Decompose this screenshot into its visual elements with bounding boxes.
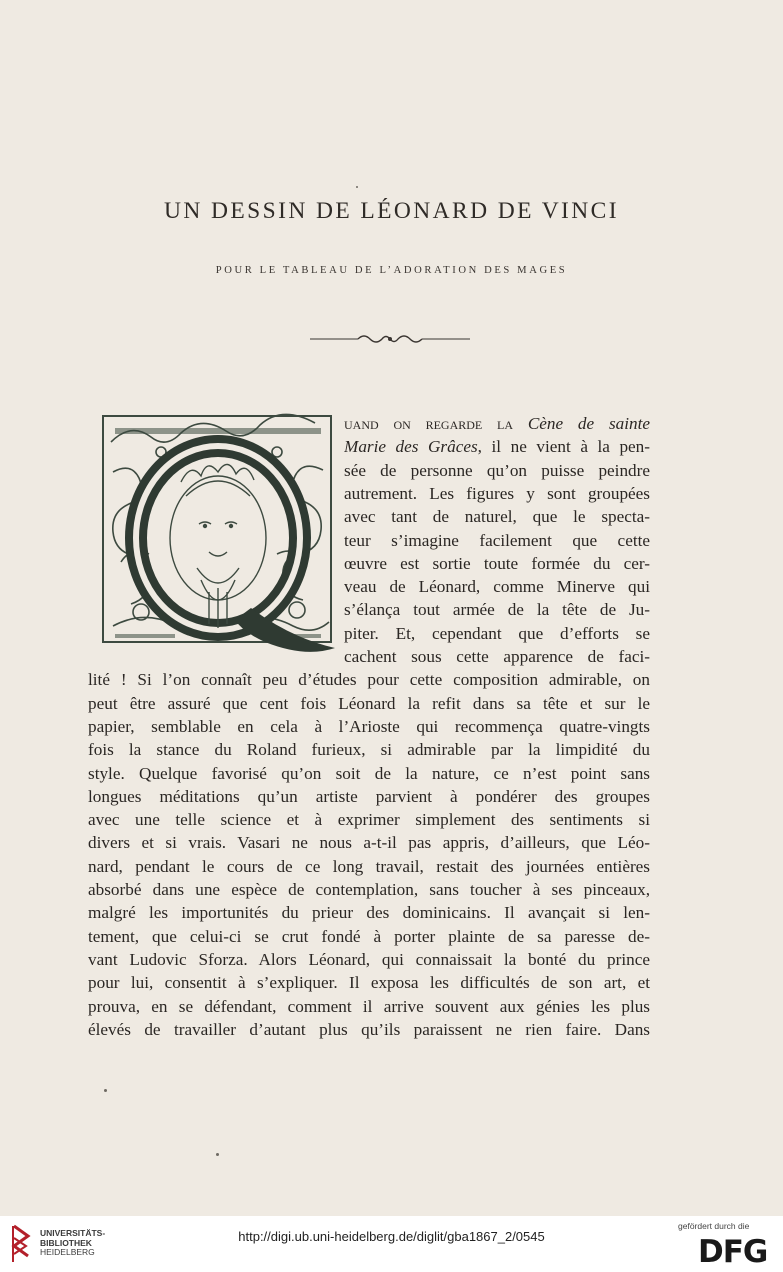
text-line bbox=[344, 505, 650, 528]
text-line-segment: sée de personne qu’on puisse peindre bbox=[344, 460, 650, 480]
text-line bbox=[344, 435, 650, 458]
text-line-segment: , il ne vient à la pen- bbox=[477, 437, 650, 457]
text-line bbox=[344, 622, 650, 645]
text-line-segment: malgré les importunités du prieur des dominicains. Il avançait si len- bbox=[88, 903, 650, 923]
text-line bbox=[88, 668, 650, 691]
text-line bbox=[88, 901, 650, 924]
text-line-segment: tement, que celui-ci se crut fondé à porter plainte de sa paresse de- bbox=[88, 926, 650, 946]
text-line-segment: nard, pendant le cours de ce long travail, restait des journées entières bbox=[88, 856, 650, 876]
text-line-segment: s’élança tout armée de la tête de Ju- bbox=[344, 600, 650, 620]
text-line bbox=[88, 948, 650, 971]
text-line-segment: fois la stance du Roland furieux, si admirable par la limpidité du bbox=[88, 740, 650, 760]
text-line bbox=[344, 552, 650, 575]
text-line bbox=[88, 1018, 650, 1041]
text-line-segment: cachent sous cette apparence de faci- bbox=[344, 647, 650, 666]
library-name-line3: HEIDELBERG bbox=[40, 1247, 95, 1257]
text-line bbox=[344, 529, 650, 552]
text-line bbox=[88, 692, 650, 715]
funding-note: gefördert durch die bbox=[678, 1221, 750, 1231]
text-line-lead: uand on regarde la bbox=[344, 414, 528, 433]
text-line bbox=[88, 855, 650, 878]
text-line bbox=[88, 971, 650, 994]
text-line-segment: style. Quelque favorisé qu’on soit de la nature, ce n’est point sans bbox=[88, 763, 650, 783]
text-line-segment: veau de Léonard, comme Minerve qui bbox=[344, 577, 650, 597]
text-line bbox=[88, 878, 650, 901]
text-line bbox=[344, 459, 650, 482]
permalink-url[interactable]: http://digi.ub.uni-heidelberg.de/diglit/gba1867_2/0545 bbox=[238, 1229, 545, 1244]
text-line-segment: teur s’imagine facilement que cette bbox=[344, 530, 650, 550]
text-line-segment: vant Ludovic Sforza. Alors Léonard, qui connaissait la bonté du prince bbox=[88, 949, 650, 969]
ornamental-initial-q bbox=[101, 412, 335, 668]
text-line-segment: papier, semblable en cela à l’Arioste qui recommença quatre-vingts bbox=[88, 716, 650, 736]
text-line bbox=[344, 598, 650, 621]
text-line-segment: divers et si vrais. Vasari ne nous a-t-il pas appris, d’ailleurs, que Léo- bbox=[88, 833, 650, 853]
text-line-segment: pour lui, consentit à s’expliquer. Il exposa les difficultés de son art, et bbox=[88, 973, 650, 993]
italic-title: Marie des Grâces bbox=[344, 437, 478, 457]
library-name-line1: UNIVERSITÄTS- bbox=[40, 1228, 106, 1238]
text-line-segment: avec tant de naturel, que le specta- bbox=[344, 507, 650, 527]
text-line-segment: longues méditations qu’un artiste parvient à pondérer des groupes bbox=[88, 786, 650, 806]
text-line-segment: absorbé dans une espèce de contemplation, sans toucher à ses pinceaux, bbox=[88, 880, 650, 899]
scan-speck bbox=[104, 1089, 107, 1092]
scan-speck bbox=[356, 186, 358, 188]
text-line bbox=[344, 575, 650, 598]
decorative-rule bbox=[310, 332, 470, 346]
text-line-segment: œuvre est sortie toute formée du cer- bbox=[344, 553, 650, 573]
text-line-segment: avec une telle science et à exprimer simplement des sentiments si bbox=[88, 810, 650, 830]
dfg-logo: DFG bbox=[698, 1234, 768, 1270]
text-line bbox=[344, 482, 650, 505]
text-line-segment: peut être assuré que cent fois Léonard la refit dans sa tête et sur le bbox=[88, 693, 650, 713]
text-line bbox=[88, 808, 650, 831]
footer-bar bbox=[0, 1216, 783, 1272]
text-line bbox=[88, 925, 650, 948]
text-line-segment: lité ! Si l’on connaît peu d’études pour cette composition admirable, on bbox=[88, 670, 650, 690]
text-line bbox=[88, 995, 650, 1018]
library-name-line2: BIBLIOTHEK bbox=[40, 1237, 92, 1248]
text-line-segment: autrement. Les figures y sont groupées bbox=[344, 483, 650, 503]
text-line-segment: élevés de travailler d’autant plus qu’ils paraissent ne rien faire. Dans bbox=[88, 1019, 650, 1039]
text-line-segment: piter. Et, cependant que d’efforts se bbox=[344, 623, 650, 643]
article-title: UN DESSIN DE LÉONARD DE VINCI bbox=[164, 198, 619, 224]
italic-title: Cène de sainte bbox=[527, 414, 650, 433]
text-line bbox=[88, 738, 650, 761]
text-line bbox=[88, 715, 650, 738]
text-line bbox=[88, 785, 650, 808]
text-line bbox=[344, 412, 650, 435]
text-line-segment: prouva, en se défendant, comment il arrive souvent aux génies les plus bbox=[88, 996, 650, 1016]
text-line bbox=[344, 645, 650, 668]
scan-speck bbox=[216, 1153, 219, 1156]
text-line bbox=[88, 831, 650, 854]
text-line bbox=[88, 762, 650, 785]
article-subtitle: POUR LE TABLEAU DE L’ADORATION DES MAGES bbox=[215, 265, 568, 276]
